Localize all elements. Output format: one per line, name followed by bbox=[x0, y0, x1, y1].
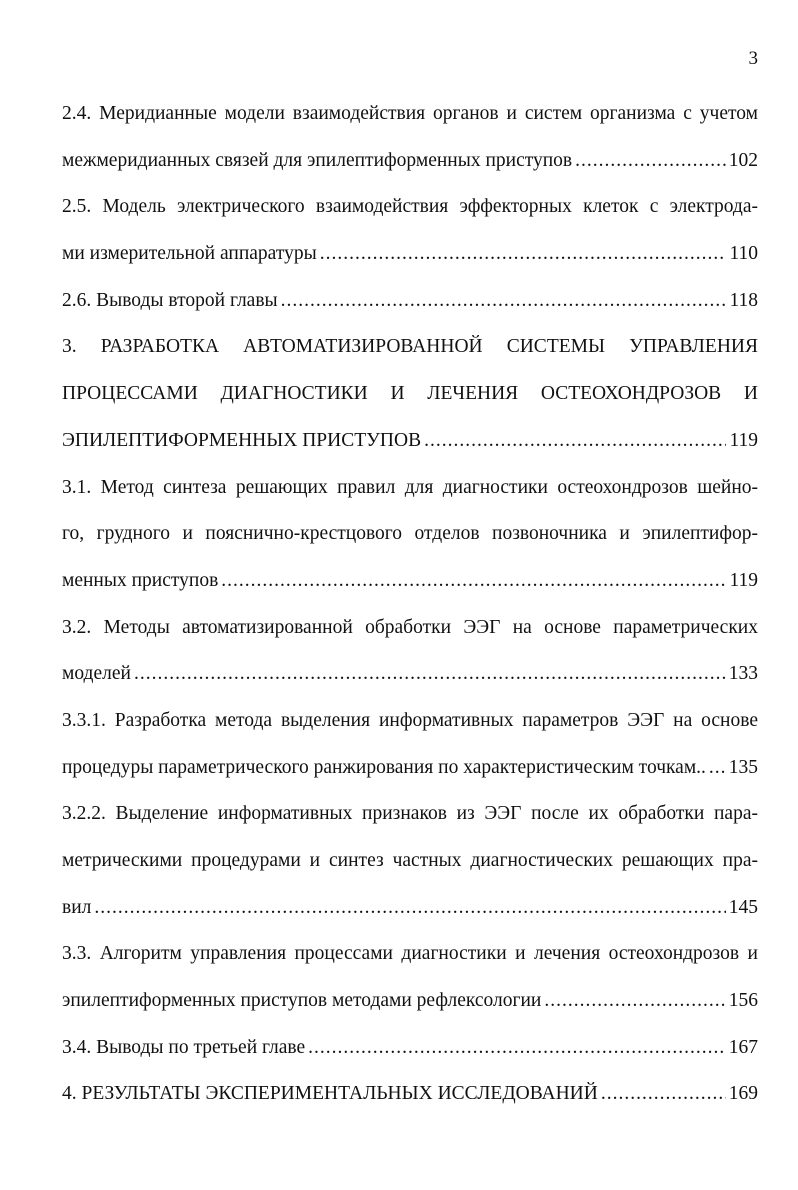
toc-entry-title: межмеридианных связей для эпилептиформенных приступов bbox=[62, 149, 573, 171]
toc-entry-leader-line bbox=[62, 418, 758, 465]
toc-entry-page: 156 bbox=[728, 990, 758, 1012]
toc-entry[interactable] bbox=[62, 698, 758, 791]
toc-entry-page: 119 bbox=[729, 429, 758, 451]
dot-leader bbox=[544, 978, 725, 1025]
dot-leader bbox=[94, 885, 725, 932]
toc-entry-title: 3.4. Выводы по третьей главе bbox=[62, 1036, 306, 1058]
toc-entry-page: 135 bbox=[728, 756, 758, 778]
toc-entry-title: 4. РЕЗУЛЬТАТЫ ЭКСПЕРИМЕНТАЛЬНЫХ ИССЛЕДОВАНИЙ bbox=[62, 1083, 598, 1105]
toc-entry-leader-line bbox=[62, 231, 758, 278]
toc-entry-line: 3.1. Метод синтеза решающих правил для диагностики остеохондрозов шейно- bbox=[62, 476, 758, 498]
toc-entry[interactable] bbox=[62, 1025, 758, 1072]
toc-entry-line: 3.3. Алгоритм управления процессами диагностики и лечения остеохондрозов и bbox=[62, 943, 758, 965]
dot-leader bbox=[709, 745, 726, 792]
toc-entry-leader-line bbox=[62, 1025, 758, 1072]
toc-entry-page: 119 bbox=[729, 569, 758, 591]
toc-entry-leader-line bbox=[62, 138, 758, 185]
toc-entry-page: 102 bbox=[728, 149, 758, 171]
toc-entry-leader-line bbox=[62, 745, 758, 792]
toc-entry-line: 2.4. Меридианные модели взаимодействия органов и систем организма с учетом bbox=[62, 103, 758, 124]
toc-entry-line: 3.3.1. Разработка метода выделения информативных параметров ЭЭГ на основе bbox=[62, 709, 758, 731]
dot-leader bbox=[601, 1071, 726, 1118]
toc-entry-line: 3.2. Методы автоматизированной обработки ЭЭГ на основе параметрических bbox=[62, 616, 758, 638]
toc-entry[interactable] bbox=[62, 791, 758, 931]
dot-leader bbox=[575, 138, 726, 185]
toc-entry[interactable] bbox=[62, 278, 758, 325]
toc-entry-line: го, грудного и пояснично-крестцового отделов позвоночника и эпилептифор- bbox=[62, 523, 758, 545]
toc-entry[interactable] bbox=[62, 1071, 758, 1118]
toc-entry-title: процедуры параметрического ранжирования по характеристическим точкам.. bbox=[62, 756, 706, 778]
toc-entry-title: 2.6. Выводы второй главы bbox=[62, 289, 278, 311]
toc-entry-leader-line bbox=[62, 278, 758, 325]
toc-entry[interactable] bbox=[62, 324, 758, 464]
toc-entry-title: менных приступов bbox=[62, 569, 219, 591]
toc-entry-leader-line bbox=[62, 651, 758, 698]
toc-entry-leader-line bbox=[62, 978, 758, 1025]
toc-entry-title: вил bbox=[62, 896, 92, 918]
dot-leader bbox=[221, 558, 726, 605]
toc-entry-leader-line bbox=[62, 885, 758, 932]
toc-entry-title: ми измерительной аппаратуры bbox=[62, 243, 317, 265]
toc-entry-page: 118 bbox=[729, 289, 758, 311]
toc-entry[interactable] bbox=[62, 465, 758, 605]
toc-entry-line: 2.5. Модель электрического взаимодействия эффекторных клеток с электрода- bbox=[62, 196, 758, 218]
toc-entry[interactable] bbox=[62, 605, 758, 698]
toc-entry-line: 3. РАЗРАБОТКА АВТОМАТИЗИРОВАННОЙ СИСТЕМЫ УПРАВЛЕНИЯ bbox=[62, 336, 758, 358]
dot-leader bbox=[320, 231, 727, 278]
toc-entry-page: 169 bbox=[728, 1083, 758, 1105]
table-of-contents bbox=[62, 91, 758, 1118]
toc-entry-leader-line bbox=[62, 558, 758, 605]
toc-entry-page: 133 bbox=[728, 663, 758, 685]
dot-leader bbox=[308, 1025, 726, 1072]
toc-entry-title: ЭПИЛЕПТИФОРМЕННЫХ ПРИСТУПОВ bbox=[62, 429, 422, 451]
toc-entry-page: 110 bbox=[729, 243, 758, 265]
dot-leader bbox=[134, 651, 726, 698]
dot-leader bbox=[424, 418, 726, 465]
toc-entry-title: эпилептиформенных приступов методами рефлексологии bbox=[62, 990, 542, 1012]
toc-entry[interactable] bbox=[62, 91, 758, 184]
toc-entry-page: 167 bbox=[728, 1036, 758, 1058]
page-number: 3 bbox=[748, 48, 758, 69]
toc-entry-page: 145 bbox=[728, 896, 758, 918]
toc-entry-line: метрическими процедурами и синтез частных диагностических решающих пра- bbox=[62, 850, 758, 871]
toc-entry-line: ПРОЦЕССАМИ ДИАГНОСТИКИ И ЛЕЧЕНИЯ ОСТЕОХОНДРОЗОВ И bbox=[62, 383, 758, 405]
toc-entry-title: моделей bbox=[62, 663, 131, 685]
dot-leader bbox=[281, 278, 727, 325]
toc-entry-line: 3.2.2. Выделение информативных признаков из ЭЭГ после их обработки пара- bbox=[62, 803, 758, 825]
toc-entry[interactable] bbox=[62, 184, 758, 277]
toc-entry[interactable] bbox=[62, 931, 758, 1024]
toc-entry-leader-line bbox=[62, 1071, 758, 1118]
